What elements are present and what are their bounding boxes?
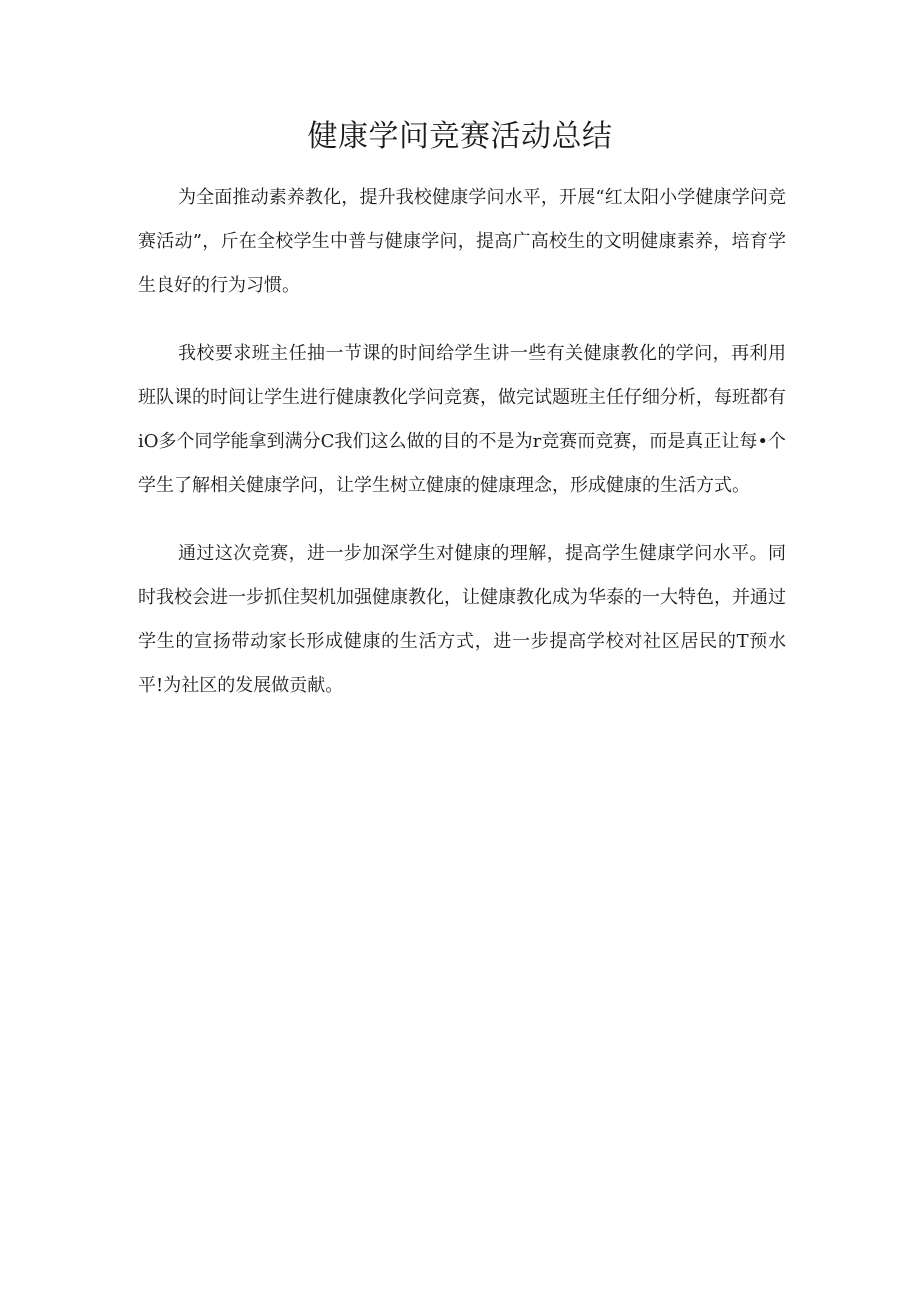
paragraph-3: 通过这次竞赛，进一步加深学生对健康的理解，提高学生健康学问水平。同时我校会进一步抓住契机加强健康教化，让健康教化成为华泰的一大特色，并通过学生的宣扬带动家长形成健康的生活方式，进一步提高学校对社区居民的T预水平!为社区的发展做贡献。 — [138, 543, 786, 696]
document-body — [138, 176, 786, 732]
paragraph-1: 为全面推动素养教化，提升我校健康学问水平，开展“红太阳小学健康学问竞赛活动”，斤在全校学生中普与健康学问，提高广高校生的文明健康素养，培育学生良好的行为习惯。 — [138, 187, 786, 296]
paragraph-2: 我校要求班主任抽一节课的时间给学生讲一些有关健康教化的学问，再利用班队课的时间让学生进行健康教化学问竞赛，做完试题班主任仔细分析，每班都有iO多个同学能拿到满分C我们这么做的目的不是为r竞赛而竞赛，而是真正让每•个学生了解相关健康学问，让学生树立健康的健康理念，形成健康的生活方式。 — [138, 343, 786, 496]
document-title: 健康学问竞赛活动总结 — [307, 119, 613, 154]
